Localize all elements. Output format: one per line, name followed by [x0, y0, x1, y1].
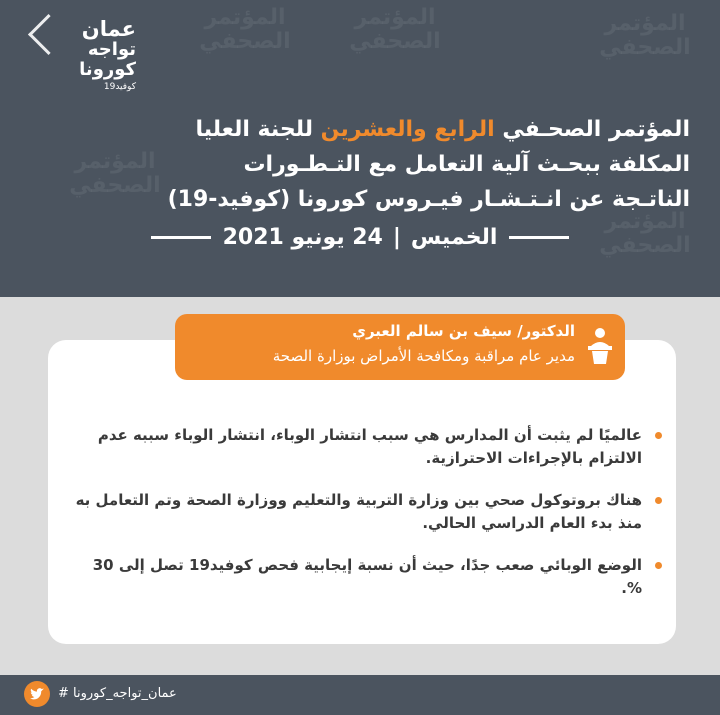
speaker-role: مدير عام مراقبة ومكافحة الأمراض بوزارة الصحة — [272, 347, 575, 365]
footer-bar — [0, 675, 720, 715]
brand-line1: عمان — [81, 17, 136, 41]
page-title — [30, 112, 690, 217]
title-line-1 — [30, 112, 690, 147]
date-label: 24 يونيو 2021 — [222, 225, 383, 250]
title-line-3: الناتـجة عن انـتـشـار فيـروس كورونا (كوفيد-19) — [167, 187, 690, 212]
watermark-text: المؤتمر — [74, 149, 156, 174]
brand-line4: كوفيد19 — [103, 82, 136, 92]
date-separator: | — [392, 225, 401, 250]
bullet-dot-icon — [655, 562, 662, 569]
bullet-dot-icon — [655, 497, 662, 504]
podium-icon — [585, 326, 615, 366]
watermark-text: الصحفي — [199, 29, 291, 55]
watermark-text: المؤتمر — [604, 11, 686, 36]
watermark-text: المؤتمر — [354, 5, 436, 30]
brand-line2: تواجه — [87, 39, 136, 60]
watermark-text: الصحفي — [349, 29, 441, 55]
list-item-text: الوضع الوبائي صعب جدًا، حيث أن نسبة إيجابية فحص كوفيد19 تصل إلى 30 %. — [92, 556, 642, 597]
list-item — [72, 489, 664, 535]
twitter-icon[interactable] — [24, 681, 50, 707]
date-line — [0, 225, 720, 250]
speaker-banner — [175, 314, 625, 380]
list-item — [72, 424, 664, 470]
list-item — [72, 554, 664, 600]
list-item-text: هناك بروتوكول صحي بين وزارة التربية والتعليم ووزارة الصحة وتم التعامل به منذ بدء العام الدراسي الحالي. — [75, 491, 642, 532]
brand-logo — [36, 18, 136, 94]
watermark — [170, 6, 320, 54]
day-label: الخميس — [410, 225, 498, 250]
watermark-text: الصحفي — [599, 35, 691, 61]
watermark-text: الصحفي — [599, 233, 691, 259]
watermark-text: الصحفي — [69, 173, 161, 199]
bullet-dot-icon — [655, 432, 662, 439]
watermark — [320, 6, 470, 54]
list-item-text: عالميًا لم يثبت أن المدارس هي سبب انتشار الوباء، انتشار الوباء سببه عدم الالتزام بالإجراءات الاحترازية. — [97, 426, 642, 467]
title-suffix: للجنة العليا — [195, 117, 313, 142]
divider — [509, 236, 569, 239]
watermark-text: المؤتمر — [204, 5, 286, 30]
title-prefix: المؤتمر الصحـفي — [502, 117, 690, 142]
key-points-list — [72, 424, 664, 619]
header-banner — [0, 0, 720, 297]
title-line-2: المكلفة ببحـث آلية التعامل مع التـطـورات — [243, 152, 690, 177]
brand-line3: كورونا — [79, 59, 136, 80]
watermark — [570, 12, 720, 60]
watermark-text: المؤتمر — [604, 209, 686, 234]
hashtag-text[interactable]: # عمان_تواجه_كورونا — [58, 686, 177, 701]
speaker-name: الدكتور/ سيف بن سالم العبري — [352, 322, 575, 340]
divider — [151, 236, 211, 239]
title-highlight: الرابع والعشرين — [320, 117, 495, 142]
